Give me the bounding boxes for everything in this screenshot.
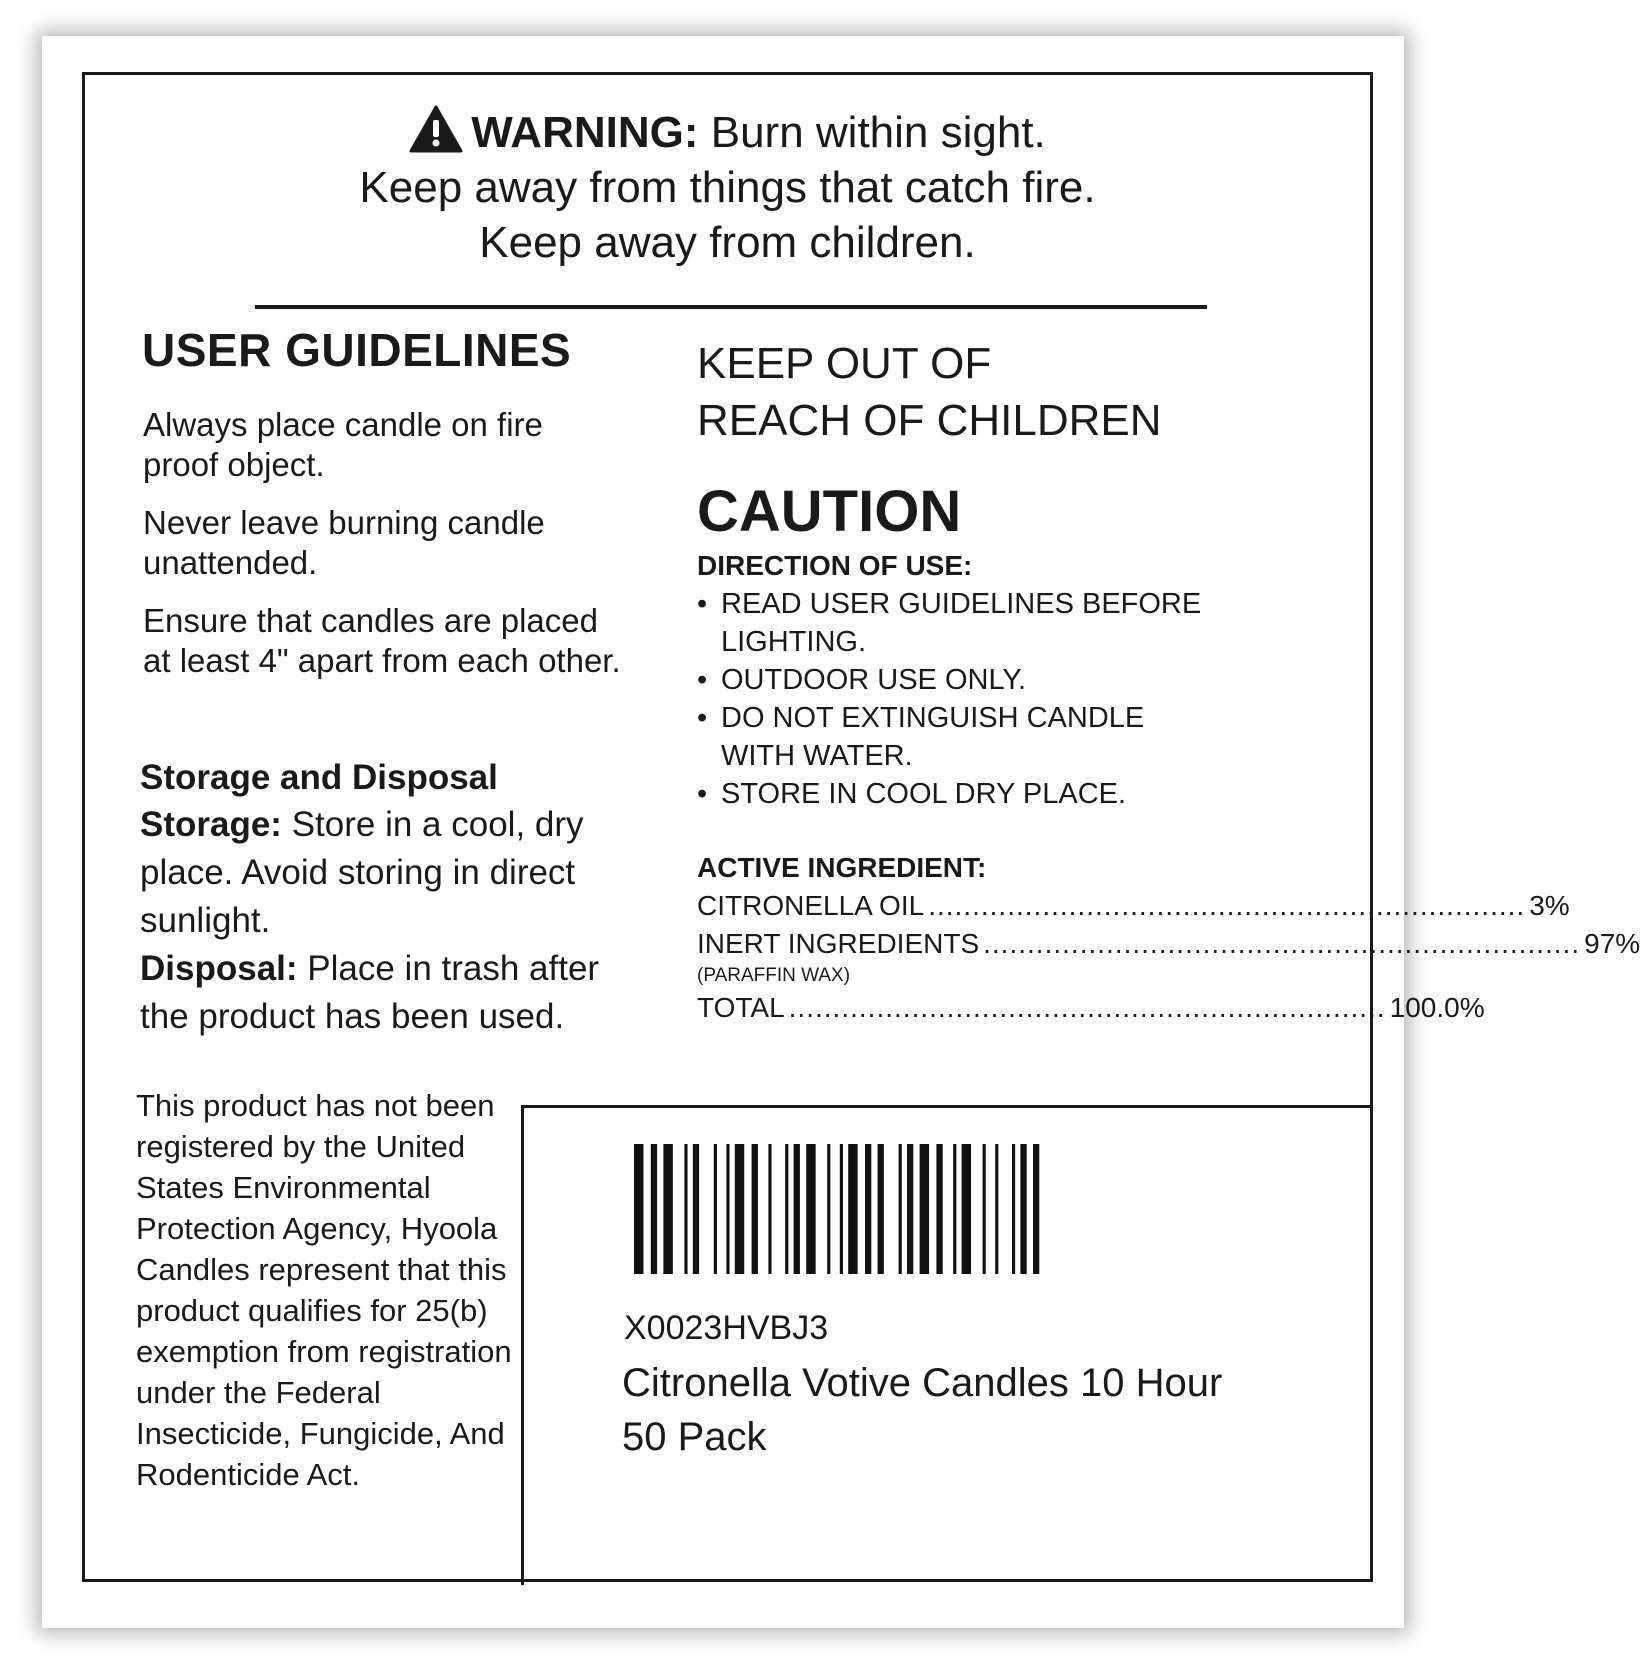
epa-notice: This product has not been registered by the United States Environmental Protection Agency, Hyoola Candles represent that this product qualifies for 25(b) exemption from registration under the Federal Insecticide, Fungicide, And Rodenticide Act. (136, 1088, 512, 1492)
direction-item: • READ USER GUIDELINES BEFORE LIGHTING. (697, 585, 1217, 661)
ingredient-row (697, 887, 1570, 925)
barcode-bar (848, 1144, 857, 1274)
barcode-bar (953, 1144, 956, 1274)
disposal-text (140, 945, 620, 1041)
barcode-bar (1012, 1144, 1015, 1274)
barcode-bar (735, 1144, 744, 1274)
keep-out-line-1: KEEP OUT OF (697, 339, 992, 388)
guideline-paragraph: Always place candle on fire proof object. (143, 406, 543, 483)
barcode-bar (1033, 1144, 1039, 1274)
warning-line-1-text: Burn within sight. (710, 108, 1046, 157)
product-name: Citronella Votive Candles 10 Hour 50 Pack (622, 1361, 1223, 1459)
ingredient-value: 100.0% (1389, 992, 1485, 1023)
direction-item: • DO NOT EXTINGUISH CANDLE WITH WATER. (697, 699, 1217, 775)
user-guidelines-list (143, 405, 623, 699)
dot-leader: .................................................................... (983, 928, 1581, 959)
barcode-bar (936, 1144, 942, 1274)
barcode-bar (752, 1144, 758, 1274)
barcode-bar (651, 1144, 657, 1274)
barcode-panel (521, 1105, 1373, 1585)
barcode-bar (794, 1144, 800, 1274)
barcode-bar (663, 1144, 672, 1274)
user-guidelines-title: USER GUIDELINES (142, 324, 572, 376)
warning-line-1 (85, 105, 1370, 160)
barcode-bar (840, 1144, 843, 1274)
divider-rule (255, 305, 1207, 309)
barcode-bar (865, 1144, 871, 1274)
guideline-paragraph: Ensure that candles are placed at least 4" apart from each other. (143, 602, 621, 679)
storage-label: Storage: (140, 805, 282, 844)
barcode-bar (634, 1144, 643, 1274)
barcode-bar (684, 1144, 687, 1274)
ingredient-table (697, 887, 1640, 1027)
barcode-bar (899, 1144, 902, 1274)
active-ingredient-title: ACTIVE INGREDIENT: (697, 852, 987, 883)
barcode-bar (785, 1144, 788, 1274)
keep-out-line-2: REACH OF CHILDREN (697, 396, 1162, 445)
warning-line-3: Keep away from children. (479, 218, 976, 267)
warning-line-2: Keep away from things that catch fire. (359, 163, 1096, 212)
direction-item: • OUTDOOR USE ONLY. (697, 661, 1217, 699)
dot-leader: .................................................................... (928, 890, 1526, 921)
barcode-bar (693, 1144, 699, 1274)
barcode-bar (878, 1144, 884, 1274)
caution-title: CAUTION (697, 479, 962, 544)
ingredient-name: TOTAL (697, 992, 785, 1023)
barcode-bar (962, 1144, 971, 1274)
barcode-bar (907, 1144, 913, 1274)
guideline-paragraph: Never leave burning candle unattended. (143, 504, 545, 581)
warning-label: WARNING: (471, 108, 699, 157)
direction-list (697, 585, 1217, 813)
barcode-bar (920, 1144, 929, 1274)
barcode-bar (1020, 1144, 1026, 1274)
barcode-image (634, 1144, 1194, 1274)
storage-disposal-section (140, 755, 620, 1041)
ingredient-value: 3% (1529, 890, 1570, 921)
barcode-bar (827, 1144, 830, 1274)
ingredient-name: CITRONELLA OIL (697, 890, 925, 921)
storage-disposal-title: Storage and Disposal (140, 758, 498, 797)
storage-description: Store in a cool, dry place. Avoid storing in direct sunlight. (140, 805, 584, 940)
warning-block (85, 105, 1370, 270)
ingredient-name: INERT INGREDIENTS (697, 928, 980, 959)
inert-note: (PARAFFIN WAX) (697, 965, 851, 986)
keep-out-notice (697, 335, 1162, 449)
barcode-bar (983, 1144, 986, 1274)
dot-leader: .................................................................... (788, 992, 1386, 1023)
disposal-description: Place in trash after the product has been used. (140, 949, 600, 1036)
ingredient-value: 97% (1584, 928, 1640, 959)
direction-of-use-title: DIRECTION OF USE: (697, 550, 973, 581)
ingredient-row (697, 989, 1485, 1027)
barcode-bar (714, 1144, 717, 1274)
barcode-bar (726, 1144, 729, 1274)
barcode-bar (995, 1144, 998, 1274)
disposal-label: Disposal: (140, 949, 298, 988)
product-label (82, 72, 1640, 1582)
warning-triangle-icon (409, 105, 463, 153)
sku-code: X0023HVBJ3 (624, 1309, 829, 1347)
storage-text (140, 801, 620, 945)
direction-item: • STORE IN COOL DRY PLACE. (697, 775, 1217, 813)
barcode-bar (768, 1144, 771, 1274)
ingredient-row (697, 925, 1640, 963)
barcode-bar (806, 1144, 815, 1274)
